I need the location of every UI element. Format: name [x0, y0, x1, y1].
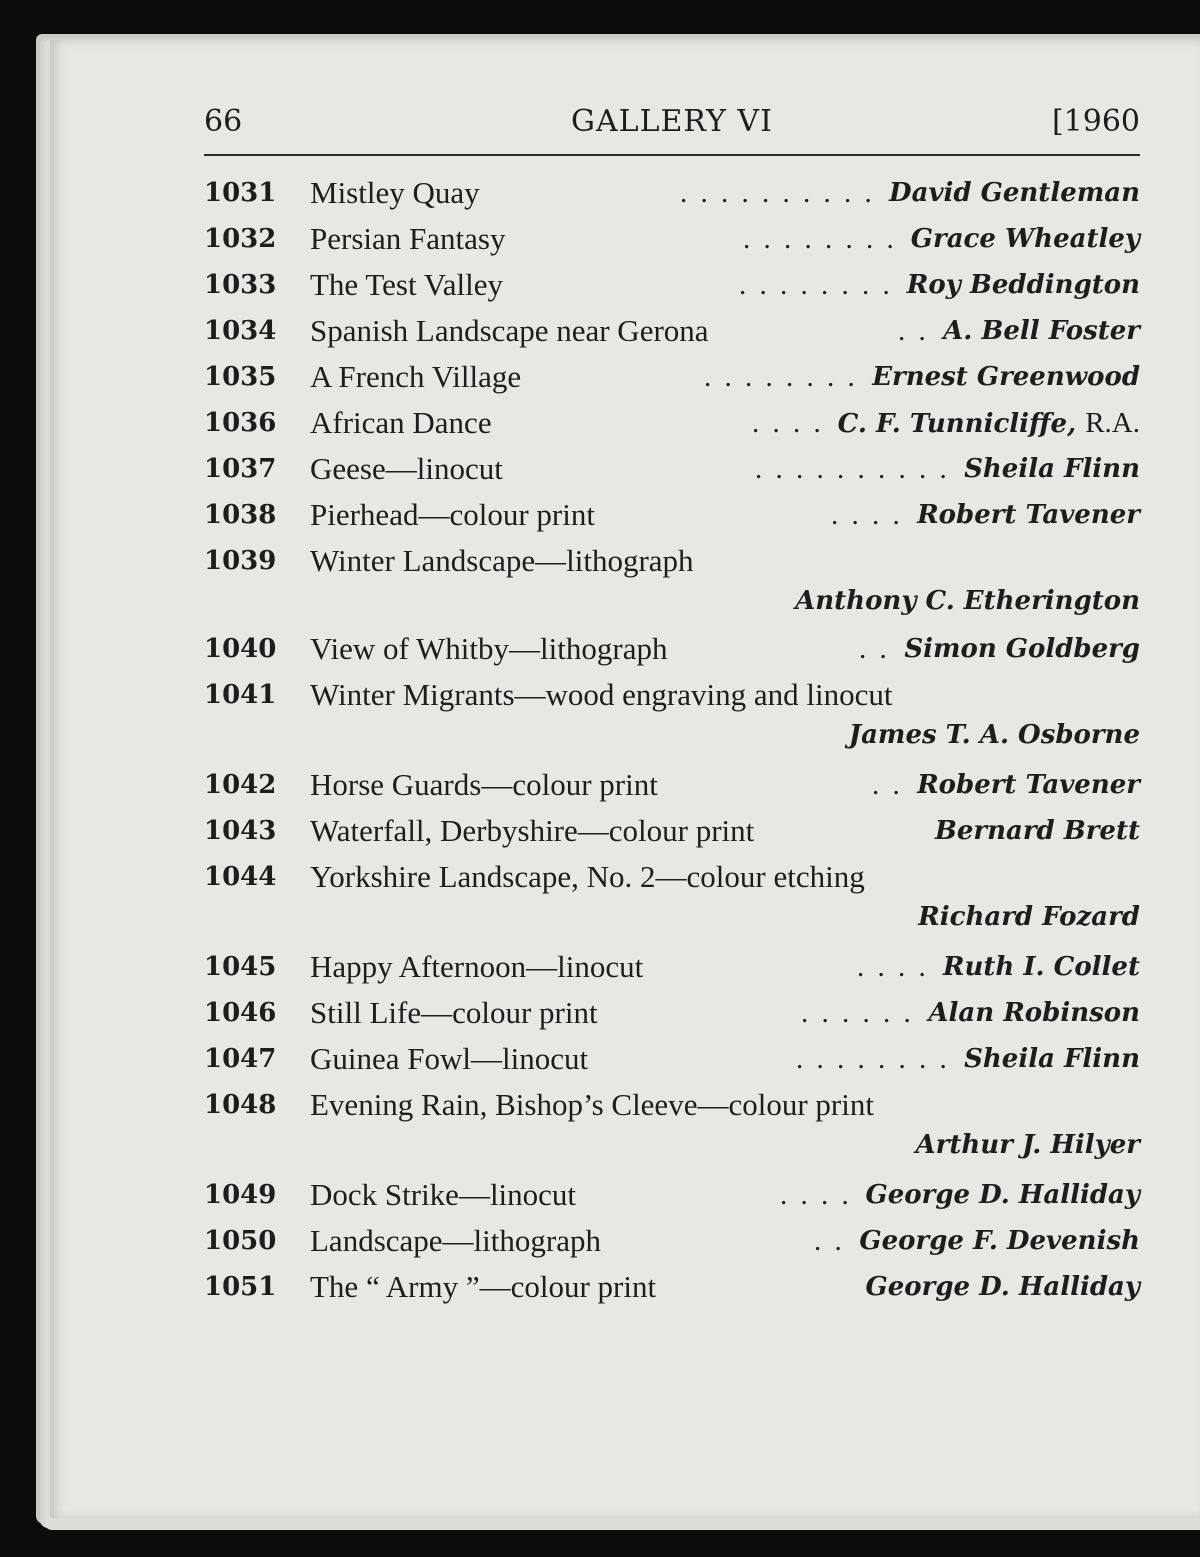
catalogue-entry [204, 400, 1140, 446]
entry-artist [859, 1218, 1140, 1264]
entry-title: Horse Guards—colour print [310, 767, 658, 802]
entry-line [204, 538, 1140, 584]
entry-title: Pierhead—colour print [310, 497, 595, 532]
entry-title: Evening Rain, Bishop’s Cleeve—colour print [310, 1087, 874, 1122]
entry-number: 1037 [204, 454, 277, 484]
entry-number: 1041 [204, 680, 277, 710]
artist-name: Grace Wheatley [910, 224, 1140, 254]
entry-artist [916, 1128, 1141, 1162]
entry-artist [917, 762, 1140, 808]
catalogue-entry [204, 1218, 1140, 1264]
page-title: GALLERY VI [571, 104, 773, 139]
catalogue-entry [204, 538, 1140, 622]
entry-artist [918, 900, 1140, 934]
artist-name: Arthur J. Hilyer [915, 1130, 1140, 1160]
artist-name: Robert Tavener [917, 770, 1140, 800]
artist-name: James T. A. Osborne [848, 720, 1140, 750]
entry-artist [849, 718, 1140, 752]
entry-title: Happy Afternoon—linocut [310, 949, 644, 984]
entry-line [204, 262, 1140, 308]
entry-artist [964, 446, 1140, 492]
dot-leader: . . . . [780, 1179, 852, 1211]
entry-title: Spanish Landscape near Gerona [310, 313, 709, 348]
artist-name: George F. Devenish [859, 1226, 1140, 1256]
entry-title: Landscape—lithograph [310, 1223, 601, 1258]
entry-title: Dock Strike—linocut [310, 1177, 577, 1212]
entry-artist [889, 170, 1140, 216]
entry-number: 1051 [204, 1272, 277, 1302]
entry-artist [943, 944, 1140, 990]
entry-line [204, 944, 1140, 990]
entry-title: A French Village [310, 359, 522, 394]
entry-number: 1050 [204, 1226, 277, 1256]
entry-number: 1031 [204, 178, 277, 208]
catalogue-entry [204, 262, 1140, 308]
catalogue-entry [204, 308, 1140, 354]
dot-leader: . . . . [831, 499, 903, 531]
artist-name: Roy Beddington [906, 270, 1140, 300]
entry-line [204, 1036, 1140, 1082]
catalogue-entry [204, 446, 1140, 492]
entry-title: The Test Valley [310, 267, 503, 302]
entry-number: 1038 [204, 500, 277, 530]
entry-number: 1033 [204, 270, 277, 300]
artist-name: Robert Tavener [917, 500, 1140, 530]
entry-line [204, 308, 1140, 354]
entry-number: 1042 [204, 770, 277, 800]
catalogue-entry [204, 626, 1140, 672]
entry-artist [907, 262, 1140, 308]
entry-line [204, 672, 1140, 718]
entry-title: Guinea Fowl—linocut [310, 1041, 589, 1076]
entry-artist-line [204, 584, 1140, 622]
entry-line [204, 808, 1140, 854]
entry-title: Geese—linocut [310, 451, 503, 486]
artist-name: David Gentleman [889, 178, 1140, 208]
dot-leader: . . [814, 1225, 845, 1257]
page-number: 66 [204, 104, 243, 139]
entry-artist [928, 990, 1140, 1036]
entry-artist [872, 354, 1140, 400]
entry-line [204, 216, 1140, 262]
catalogue-entry [204, 1264, 1140, 1310]
page-header [204, 104, 1140, 148]
entry-number: 1032 [204, 224, 277, 254]
entry-artist [911, 216, 1140, 262]
artist-name: Simon Goldberg [904, 634, 1140, 664]
catalogue-entry [204, 990, 1140, 1036]
entry-number: 1045 [204, 952, 277, 982]
entry-title: Winter Landscape—lithograph [310, 543, 694, 578]
artist-name: Anthony C. Etherington [795, 586, 1140, 616]
entry-line [204, 1082, 1140, 1128]
entry-number: 1046 [204, 998, 277, 1028]
entry-artist-line [204, 900, 1140, 938]
entry-number: 1044 [204, 862, 277, 892]
entry-line [204, 1218, 1140, 1264]
artist-name: Alan Robinson [928, 998, 1140, 1028]
entry-artist [917, 492, 1140, 538]
entry-line [204, 990, 1140, 1036]
entry-line [204, 626, 1140, 672]
entry-line [204, 170, 1140, 216]
entry-line [204, 446, 1140, 492]
entry-line [204, 492, 1140, 538]
entry-number: 1047 [204, 1044, 277, 1074]
entry-line [204, 1264, 1140, 1310]
dot-leader: . . . . . . . . [704, 361, 858, 393]
entry-artist [904, 626, 1140, 672]
catalogue-entry [204, 944, 1140, 990]
entry-title: Persian Fantasy [310, 221, 506, 256]
dot-leader: . . . . . . [801, 997, 914, 1029]
dot-leader: . . [898, 315, 929, 347]
artist-honour: R.A. [1085, 407, 1140, 439]
catalogue-entries [204, 170, 1140, 1310]
entry-title: Yorkshire Landscape, No. 2—colour etching [310, 859, 865, 894]
entry-line [204, 400, 1140, 446]
dot-leader: . . . . . . . . [743, 223, 897, 255]
entry-title: African Dance [310, 405, 492, 440]
catalogue-entry [204, 672, 1140, 756]
entry-title: The “ Army ”—colour print [310, 1269, 657, 1304]
entry-artist [795, 584, 1140, 618]
entry-artist [866, 1264, 1140, 1310]
entry-artist [838, 400, 1140, 447]
catalogue-entry [204, 170, 1140, 216]
entry-artist-line [204, 1128, 1140, 1166]
artist-name: Bernard Brett [934, 816, 1140, 846]
entry-number: 1034 [204, 316, 277, 346]
artist-name: Ruth I. Collet [942, 952, 1140, 982]
entry-title: Still Life—colour print [310, 995, 598, 1030]
entry-artist-line [204, 718, 1140, 756]
dot-leader: . . [872, 769, 903, 801]
dot-leader: . . . . . . . . [796, 1043, 950, 1075]
entry-number: 1048 [204, 1090, 277, 1120]
entry-title: Winter Migrants—wood engraving and linocut [310, 677, 893, 712]
catalogue-entry [204, 854, 1140, 938]
entry-number: 1049 [204, 1180, 277, 1210]
entry-line [204, 762, 1140, 808]
dot-leader: . . . . . . . . [739, 269, 893, 301]
catalogue-entry [204, 354, 1140, 400]
entry-title: View of Whitby—lithograph [310, 631, 668, 666]
entry-line [204, 354, 1140, 400]
artist-name: Sheila Flinn [964, 1044, 1140, 1074]
entry-number: 1036 [204, 408, 277, 438]
artist-name: George D. Halliday [865, 1272, 1140, 1302]
entry-number: 1035 [204, 362, 277, 392]
artist-name: C. F. Tunnicliffe, [837, 409, 1077, 439]
header-rule [204, 154, 1140, 156]
dot-leader: . . [859, 633, 890, 665]
entry-artist [935, 808, 1140, 854]
dot-leader: . . . . [857, 951, 929, 983]
dot-leader: . . . . . . . . . . [755, 453, 950, 485]
artist-name: George D. Halliday [865, 1180, 1140, 1210]
catalogue-entry [204, 808, 1140, 854]
catalogue-entry [204, 216, 1140, 262]
catalogue-entry [204, 1082, 1140, 1166]
entry-title: Waterfall, Derbyshire—colour print [310, 813, 755, 848]
artist-name: Richard Fozard [918, 902, 1140, 932]
entry-number: 1039 [204, 546, 277, 576]
entry-title: Mistley Quay [310, 175, 480, 210]
catalogue-entry [204, 1036, 1140, 1082]
dot-leader: . . . . . . . . . . [680, 177, 875, 209]
entry-line [204, 854, 1140, 900]
catalogue-entry [204, 762, 1140, 808]
year-label: [1960 [1051, 104, 1140, 139]
artist-name: A. Bell Foster [943, 316, 1140, 346]
artist-name: Ernest Greenwood [872, 362, 1140, 392]
catalogue-entry [204, 492, 1140, 538]
entry-number: 1043 [204, 816, 277, 846]
entry-artist [866, 1172, 1140, 1218]
entry-number: 1040 [204, 634, 277, 664]
artist-name: Sheila Flinn [964, 454, 1140, 484]
catalogue-entry [204, 1172, 1140, 1218]
entry-line [204, 1172, 1140, 1218]
entry-artist [964, 1036, 1140, 1082]
dot-leader: . . . . [752, 407, 824, 439]
entry-artist [943, 308, 1140, 354]
